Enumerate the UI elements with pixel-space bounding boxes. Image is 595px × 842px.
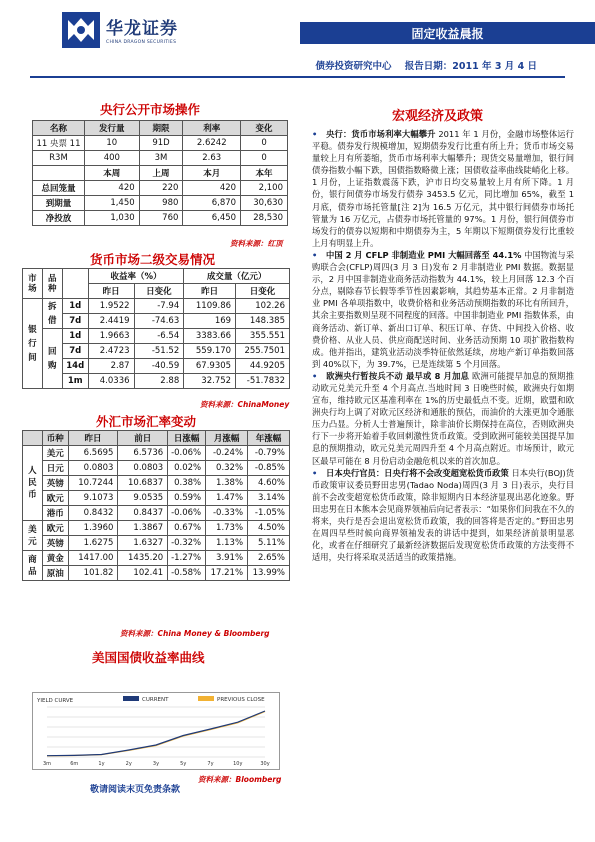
cell: 0.59% bbox=[168, 491, 206, 506]
news-item bbox=[312, 370, 574, 467]
cell: 11 央票 11 bbox=[33, 136, 85, 151]
open-market-table bbox=[32, 120, 288, 226]
cell: 101.82 bbox=[68, 566, 118, 581]
row-label: 欧元 bbox=[42, 491, 68, 506]
row-label: 净投放 bbox=[33, 211, 85, 226]
row-group-label: 美元 bbox=[23, 521, 43, 551]
col-header: 发行量 bbox=[84, 121, 139, 136]
cell: -0.33% bbox=[206, 506, 248, 521]
cell: 102.41 bbox=[118, 566, 168, 581]
row-label: 到期量 bbox=[33, 196, 85, 211]
col-header: 收益率（%） bbox=[88, 269, 184, 284]
table-row bbox=[23, 329, 290, 344]
cell: 1.9663 bbox=[88, 329, 134, 344]
macro-article bbox=[312, 128, 574, 563]
cell: 2,100 bbox=[241, 181, 288, 196]
table-row bbox=[23, 551, 290, 566]
cell: 220 bbox=[139, 181, 183, 196]
cell: -6.54 bbox=[134, 329, 184, 344]
table-header-row bbox=[23, 269, 290, 284]
col-header: 昨日 bbox=[88, 284, 134, 299]
news-body: 日本央行(BOJ)货币政策审议委员野田忠男(Tadao Noda)周四(3 月 3 日)表示，央行目前不会改变超宽松货币政策，除非短期内日本经济显现出恶化迹象。野田忠男在日本熊本会见商界领袖后向记者表示：“如果你们问我在不久的将来，央行是否会退出宽松货币政策，我的回答将是否定的。”野田忠男在周四早些时候向商界领袖发表的讲话中提到，如果经济前景明显恶化，或者在仔细研究了最新经济数据后发现宽松货币政策的方法变得不适用，央行将采取灵活适当的政策措施。 bbox=[312, 467, 574, 563]
cell: -0.58% bbox=[168, 566, 206, 581]
cell: 0 bbox=[241, 136, 288, 151]
date-label: 报告日期： bbox=[404, 61, 453, 72]
cell: 10 bbox=[84, 136, 139, 151]
col-header: 本月 bbox=[183, 166, 241, 181]
cell: 2.87 bbox=[88, 359, 134, 374]
series-line-current bbox=[47, 711, 265, 756]
cell: -0.24% bbox=[206, 446, 248, 461]
cell: 10.6837 bbox=[118, 476, 168, 491]
col-header: 日涨幅 bbox=[168, 431, 206, 446]
row-group-label: 拆借 bbox=[42, 299, 62, 329]
cell: 1.6327 bbox=[118, 536, 168, 551]
cell: -0.85% bbox=[248, 461, 290, 476]
col-header bbox=[23, 431, 43, 446]
news-headline: 欧洲央行暂按兵不动 最早或 8 月加息 bbox=[326, 370, 470, 381]
table-row bbox=[23, 491, 290, 506]
news-body: 中国物流与采购联合会(CFLP)周四(3 月 3 日)发布 2 月非制造业 PMI 数据。数据显示，2 月中国非制造业商务活动指数为 44.1%，较上月回落 12.3 个百分点，剔除春节长假等季节性因素影响，其趋势基本正常。2 月非制造业 PMI 各单项指数中，收费价格和业务活动预期指数的环比有所回升，其余主要指数则呈现不同程度的回落。中国非制造业 PMI 指数体系，由商务活动、新订单、新出口订单、积压订单、存货、中间投入价格、收费价格、从业人员、供应商配送时间、业务活动预期 10 项扩散指数构成。他并指出，建筑业活动淡季特征依然延续，房地产新订单指数回落到 40%以下，为 39.7%，已是连续第 5 个月回落。 bbox=[312, 249, 574, 369]
cell: -7.94 bbox=[134, 299, 184, 314]
legend-swatch-current bbox=[123, 696, 139, 701]
cell: -0.79% bbox=[248, 446, 290, 461]
col-header: 本周 bbox=[84, 166, 139, 181]
col-header: 市场 bbox=[23, 269, 43, 299]
cell: 2.65% bbox=[248, 551, 290, 566]
legend-previous: PREVIOUS CLOSE bbox=[217, 697, 265, 703]
news-item bbox=[312, 467, 574, 564]
row-label: 黄金 bbox=[42, 551, 68, 566]
table-row bbox=[23, 461, 290, 476]
col-header bbox=[62, 269, 88, 299]
cell: 17.21% bbox=[206, 566, 248, 581]
cell: 400 bbox=[84, 151, 139, 166]
cell: 91D bbox=[139, 136, 183, 151]
cell: 32.752 bbox=[184, 374, 236, 389]
table-row bbox=[23, 344, 290, 359]
cell: 420 bbox=[183, 181, 241, 196]
cell: 4.60% bbox=[248, 476, 290, 491]
col-header: 昨日 bbox=[68, 431, 118, 446]
row-group-label: 商品 bbox=[23, 551, 43, 581]
cell: 6.5695 bbox=[68, 446, 118, 461]
cell: 4.0336 bbox=[88, 374, 134, 389]
cell: 6.5736 bbox=[118, 446, 168, 461]
cell: 0.8437 bbox=[118, 506, 168, 521]
x-tick-label: 10y bbox=[233, 761, 243, 767]
cell: 1.38% bbox=[206, 476, 248, 491]
x-tick-label: 6m bbox=[70, 761, 79, 767]
x-tick-label: 3y bbox=[152, 761, 160, 767]
col-header bbox=[33, 166, 85, 181]
cell: 0.32% bbox=[206, 461, 248, 476]
cell: 1.47% bbox=[206, 491, 248, 506]
cell: 4.50% bbox=[248, 521, 290, 536]
cell: -0.06% bbox=[168, 506, 206, 521]
report-type-banner bbox=[300, 22, 595, 44]
cell: 28,530 bbox=[241, 211, 288, 226]
table-row bbox=[33, 151, 288, 166]
cell: -1.05% bbox=[248, 506, 290, 521]
cell: 1,030 bbox=[84, 211, 139, 226]
cell: 0.02% bbox=[168, 461, 206, 476]
cell: 2.4419 bbox=[88, 314, 134, 329]
table-row bbox=[33, 181, 288, 196]
cell: 10.7244 bbox=[68, 476, 118, 491]
col-header: 日变化 bbox=[134, 284, 184, 299]
fx-title: 外汇市场汇率变动 bbox=[96, 414, 197, 429]
yield-curve-chart bbox=[32, 692, 280, 770]
bullet-icon: • bbox=[312, 467, 318, 478]
cell: -0.32% bbox=[168, 536, 206, 551]
x-tick-label: 5y bbox=[180, 761, 187, 767]
table-row bbox=[23, 359, 290, 374]
news-body: 2011 年 1 月份，金融市场整体运行平稳。债券发行规模增加，短期债券发行比重有所上升；货币市场交易量较上月有所萎缩，货币市场利率大幅攀升；现货交易量增加，银行间债券指数小幅下跌，国债指数略微上涨；国债收益率曲线陡峭化上移。1 月份，上证指数震荡下跌，沪市日均交易量较上月有所下降。1 月份，银行间债券市场发行债券 3453.5 亿元，同比增加 65%，截至 1 月底，债券市场托管量[注 2]为 16.5 万亿元，其中银行间债券市场托管量为 16 万亿元，占债券市场托管量的 97%。1 月份，银行间债券市场发行的债券以短期和中期债券为主，5 年期以下短期债券发行比重较上月有明显上升。 bbox=[312, 129, 574, 248]
cell: 0 bbox=[241, 151, 288, 166]
cell: 980 bbox=[139, 196, 183, 211]
row-label: 欧元 bbox=[42, 521, 68, 536]
cell: 0.38% bbox=[168, 476, 206, 491]
row-label: 总回笼量 bbox=[33, 181, 85, 196]
col-header: 成交量（亿元） bbox=[184, 269, 290, 284]
cell: 1417.00 bbox=[68, 551, 118, 566]
cell: 6,450 bbox=[183, 211, 241, 226]
cell: 13.99% bbox=[248, 566, 290, 581]
cell: 2.63 bbox=[183, 151, 241, 166]
x-tick-label: 2y bbox=[125, 761, 132, 767]
cell: -1.27% bbox=[168, 551, 206, 566]
table-row bbox=[23, 566, 290, 581]
cell: 5.11% bbox=[248, 536, 290, 551]
fx-source: 资料来源：China Money & Bloomberg bbox=[120, 629, 270, 638]
cell: 1.3960 bbox=[68, 521, 118, 536]
row-label: 1d bbox=[62, 299, 88, 314]
cell: 0.0803 bbox=[68, 461, 118, 476]
cell: 3.91% bbox=[206, 551, 248, 566]
row-group-label: 银行间 bbox=[23, 299, 43, 389]
table-subheader-row bbox=[33, 166, 288, 181]
cell: 1435.20 bbox=[118, 551, 168, 566]
cell: R3M bbox=[33, 151, 85, 166]
cell: 9.1073 bbox=[68, 491, 118, 506]
col-header: 利率 bbox=[183, 121, 241, 136]
cell: 255.7501 bbox=[236, 344, 290, 359]
secondary-market-title: 货币市场二级交易情况 bbox=[90, 252, 216, 267]
row-label: 1d bbox=[62, 329, 88, 344]
legend-swatch-previous bbox=[198, 696, 214, 701]
col-header: 昨日 bbox=[184, 284, 236, 299]
bullet-icon: • bbox=[312, 129, 318, 139]
cell: 3.14% bbox=[248, 491, 290, 506]
row-label: 英镑 bbox=[42, 476, 68, 491]
table-row bbox=[23, 446, 290, 461]
series-line-previous bbox=[47, 712, 265, 756]
col-header: 币种 bbox=[42, 431, 68, 446]
cell: -74.63 bbox=[134, 314, 184, 329]
col-header: 本年 bbox=[241, 166, 288, 181]
table-row bbox=[23, 476, 290, 491]
report-type: 固定收益晨报 bbox=[411, 27, 484, 41]
department: 债券投资研究中心 bbox=[315, 61, 392, 72]
disclaimer-note: 敬请阅读末页免责条款 bbox=[90, 785, 181, 795]
col-header: 前日 bbox=[118, 431, 168, 446]
bullet-icon: • bbox=[312, 370, 318, 381]
col-header: 月涨幅 bbox=[206, 431, 248, 446]
cell: 0.67% bbox=[168, 521, 206, 536]
cell: 3383.66 bbox=[184, 329, 236, 344]
x-tick-label: 3m bbox=[42, 761, 52, 767]
cell: 760 bbox=[139, 211, 183, 226]
news-item bbox=[312, 128, 574, 249]
row-label: 美元 bbox=[42, 446, 68, 461]
cell: 559.170 bbox=[184, 344, 236, 359]
table-row bbox=[33, 136, 288, 151]
table-row bbox=[23, 521, 290, 536]
cell: -40.59 bbox=[134, 359, 184, 374]
cell: 1,450 bbox=[84, 196, 139, 211]
row-label: 1m bbox=[62, 374, 88, 389]
cell: 0.8432 bbox=[68, 506, 118, 521]
col-header: 期限 bbox=[139, 121, 183, 136]
cell: 148.385 bbox=[236, 314, 290, 329]
fx-table bbox=[22, 430, 290, 581]
cell: 30,630 bbox=[241, 196, 288, 211]
cell: 1.6275 bbox=[68, 536, 118, 551]
row-label: 14d bbox=[62, 359, 88, 374]
news-headline: 中国 2 月 CFLP 非制造业 PMI 大幅回落至 44.1% bbox=[326, 249, 522, 260]
row-label: 日元 bbox=[42, 461, 68, 476]
cell: 1.3867 bbox=[118, 521, 168, 536]
table-row bbox=[33, 196, 288, 211]
secondary-market-source: 资料来源：ChinaMoney bbox=[200, 400, 290, 409]
company-logo bbox=[62, 10, 207, 54]
row-group-label: 回购 bbox=[42, 329, 62, 389]
table-row bbox=[33, 211, 288, 226]
row-label: 港币 bbox=[42, 506, 68, 521]
cell: 9.0535 bbox=[118, 491, 168, 506]
report-meta bbox=[0, 58, 595, 74]
table-header-row bbox=[33, 121, 288, 136]
table-row bbox=[23, 374, 290, 389]
chart-series bbox=[47, 711, 265, 756]
cell: 1.73% bbox=[206, 521, 248, 536]
cell: 44.9205 bbox=[236, 359, 290, 374]
x-tick-label: 1y bbox=[98, 761, 105, 767]
yield-curve-svg bbox=[33, 693, 279, 769]
table-header-row bbox=[23, 431, 290, 446]
chart-ticks bbox=[43, 761, 270, 767]
open-market-source: 资料来源：红顶 bbox=[230, 239, 283, 248]
col-header: 年涨幅 bbox=[248, 431, 290, 446]
col-header: 日变化 bbox=[236, 284, 290, 299]
cell: 355.551 bbox=[236, 329, 290, 344]
legend-current: CURRENT bbox=[142, 697, 169, 703]
col-header: 名称 bbox=[33, 121, 85, 136]
logo-mark-icon bbox=[62, 12, 100, 48]
row-label: 7d bbox=[62, 344, 88, 359]
cell: 3M bbox=[139, 151, 183, 166]
cell: 2.4723 bbox=[88, 344, 134, 359]
cell: 2.6242 bbox=[183, 136, 241, 151]
table-row bbox=[23, 299, 290, 314]
col-header: 品种 bbox=[42, 269, 62, 299]
header-divider bbox=[30, 76, 565, 78]
cell: 1.9522 bbox=[88, 299, 134, 314]
col-header: 上周 bbox=[139, 166, 183, 181]
news-headline: 日本央行官员：日央行将不会改变超宽松货币政策 bbox=[326, 467, 509, 478]
bullet-icon: • bbox=[312, 249, 318, 260]
table-row bbox=[23, 314, 290, 329]
row-label: 7d bbox=[62, 314, 88, 329]
chart-label: YIELD CURVE bbox=[37, 698, 74, 704]
table-row bbox=[23, 536, 290, 551]
logo-subtext: CHINA DRAGON SECURITIES bbox=[106, 40, 177, 45]
macro-title: 宏观经济及政策 bbox=[392, 109, 484, 124]
x-tick-label: 30y bbox=[260, 761, 270, 767]
table-row bbox=[23, 506, 290, 521]
secondary-market-table bbox=[22, 268, 290, 389]
cell: -51.52 bbox=[134, 344, 184, 359]
cell: 6,870 bbox=[183, 196, 241, 211]
cell: 169 bbox=[184, 314, 236, 329]
yield-chart-source: 资料来源：Bloomberg bbox=[198, 775, 282, 784]
news-headline: 央行：货币市场利率大幅攀升 bbox=[326, 129, 436, 139]
news-item bbox=[312, 249, 574, 370]
logo-text: 华龙证券 bbox=[106, 19, 178, 39]
row-label: 英镑 bbox=[42, 536, 68, 551]
x-tick-label: 7y bbox=[207, 761, 214, 767]
cell: 1109.86 bbox=[184, 299, 236, 314]
cell: 0.0803 bbox=[118, 461, 168, 476]
cell: -51.7832 bbox=[236, 374, 290, 389]
row-label: 原油 bbox=[42, 566, 68, 581]
chart-grid bbox=[47, 707, 265, 757]
col-header: 变化 bbox=[241, 121, 288, 136]
cell: 420 bbox=[84, 181, 139, 196]
cell: 102.26 bbox=[236, 299, 290, 314]
news-body: 欧洲可能提早加息的预期推动欧元兑美元升至 4 个月高点.当地时间 3 日晚些时候，欧洲央行如期宣布，维持欧元区基准利率在 1%的历史最低点不变。近期，欧盟和欧洲央行均上调了对欧元区经济和通胀的预估，而油价的大涨更加令通胀压力凸显。分析人士普遍预计，除非油价长期保持在高位，否则欧洲央行下一步将开始着手收回刺激性货币政策。受到欧洲可能较美国提早加息的预期推动，欧元兑美元周四升至 4 个月高点附近。市场预计，欧元区最早可能在 8 月份启动金融危机以来的首次加息。 bbox=[312, 370, 574, 466]
row-group-label: 人民币 bbox=[23, 446, 43, 521]
report-date: 2011 年 3 月 4 日 bbox=[452, 61, 537, 72]
cell: 1.13% bbox=[206, 536, 248, 551]
open-market-title: 央行公开市场操作 bbox=[100, 102, 201, 117]
cell: -0.06% bbox=[168, 446, 206, 461]
yield-chart-title: 美国国债收益率曲线 bbox=[92, 650, 205, 665]
cell: 67.9305 bbox=[184, 359, 236, 374]
cell: 2.88 bbox=[134, 374, 184, 389]
